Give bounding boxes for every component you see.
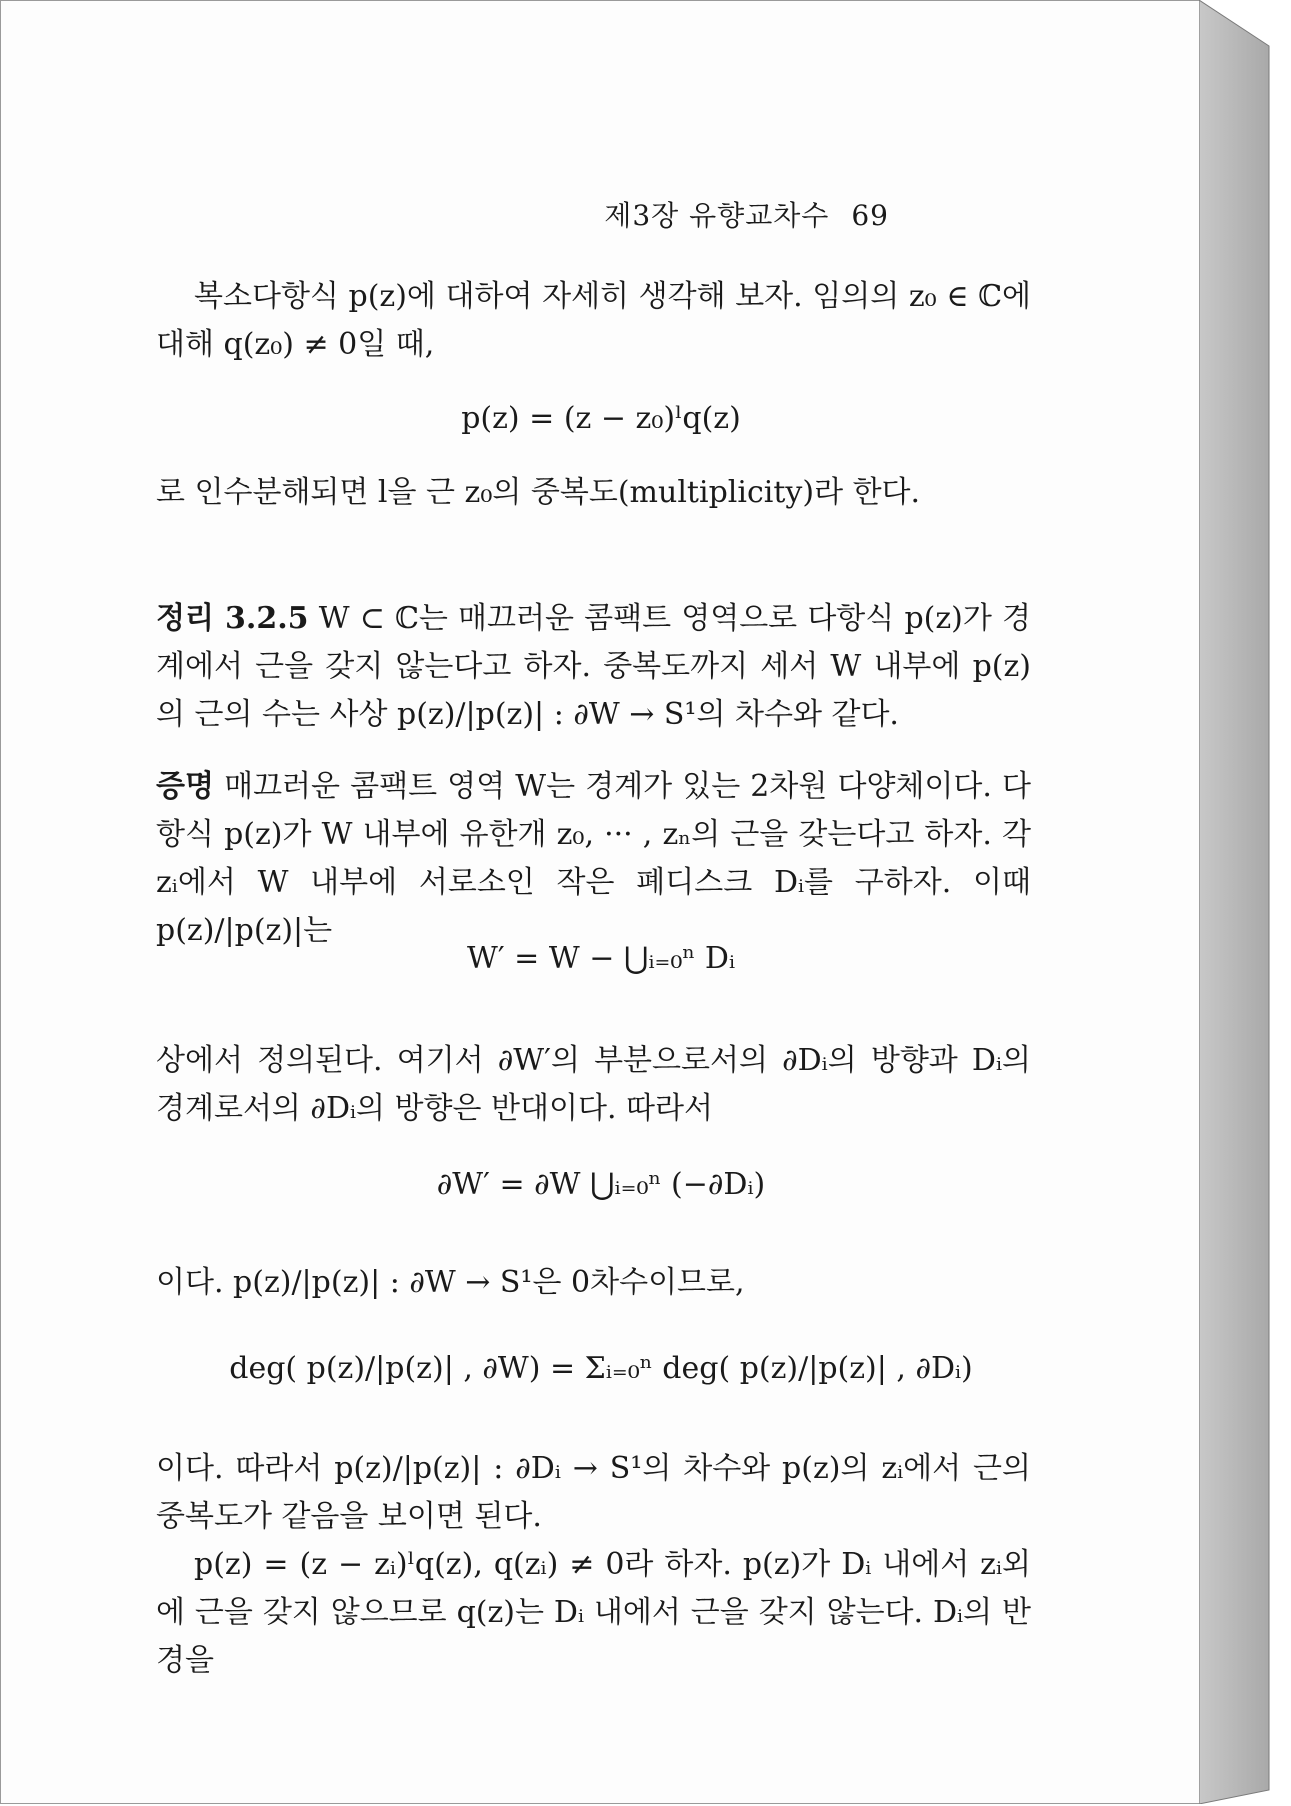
equation-degree-sum: deg( p(z)/|p(z)| , ∂W) = Σᵢ₌₀ⁿ deg( p(z)/|p(z)| , ∂Dᵢ) — [229, 1351, 973, 1386]
equation-factorization: p(z) = (z − z₀)ˡq(z) — [461, 401, 741, 436]
proof-text-3: 이다. p(z)/|p(z)| : ∂W → S¹은 0차수이므로, — [156, 1265, 745, 1300]
proof-text-4: 이다. 따라서 p(z)/|p(z)| : ∂Dᵢ → S¹의 차수와 p(z)의 zᵢ에서 근의 중복도가 같음을 보이면 된다. — [156, 1451, 1031, 1534]
chapter-title: 제3장 유향교차수 — [604, 199, 830, 232]
intro-paragraph-1 — [156, 273, 1031, 369]
proof-block-3 — [156, 1259, 1031, 1307]
proof-text-2: 상에서 정의된다. 여기서 ∂W′의 부분으로서의 ∂Dᵢ의 방향과 Dᵢ의 경계로서의 ∂Dᵢ의 방향은 반대이다. 따라서 — [156, 1043, 1031, 1126]
proof-text-1: 매끄러운 콤팩트 영역 W는 경계가 있는 2차원 다양체이다. 다항식 p(z)가 W 내부에 유한개 z₀, ··· , zₙ의 근을 갖는다고 하자. 각 zᵢ에서 W 내부에 서로소인 작은 폐디스크 Dᵢ를 구하자. 이때 p(z)/|p(z)|는 — [156, 769, 1031, 948]
equation-w-prime: W′ = W − ⋃ᵢ₌₀ⁿ Dᵢ — [466, 941, 735, 976]
equation-boundary: ∂W′ = ∂W ⋃ᵢ₌₀ⁿ (−∂Dᵢ) — [436, 1167, 766, 1202]
intro-text-1: 복소다항식 p(z)에 대하여 자세히 생각해 보자. 임의의 z₀ ∈ ℂ에 대해 q(z₀) ≠ 0일 때, — [156, 279, 1031, 362]
intro-paragraph-2 — [156, 469, 1031, 517]
proof-text-5: p(z) = (z − zᵢ)ˡq(z), q(zᵢ) ≠ 0라 하자. p(z)가 Dᵢ 내에서 zᵢ외에 근을 갖지 않으므로 q(z)는 Dᵢ 내에서 근을 갖지 않는다. Dᵢ의 반경을 — [156, 1547, 1031, 1678]
proof-block-1 — [156, 763, 1031, 955]
page-number: 69 — [851, 199, 889, 232]
proof-label: 증명 — [156, 769, 214, 804]
book-spine — [1199, 0, 1275, 1804]
running-header — [604, 194, 889, 234]
proof-block-4 — [156, 1445, 1031, 1685]
proof-block-2 — [156, 1037, 1031, 1133]
theorem-text: W ⊂ ℂ는 매끄러운 콤팩트 영역으로 다항식 p(z)가 경계에서 근을 갖지 않는다고 하자. 중복도까지 세서 W 내부에 p(z)의 근의 수는 사상 p(z)/|p(z)| : ∂W → S¹의 차수와 같다. — [156, 601, 1031, 732]
theorem-label: 정리 3.2.5 — [156, 601, 309, 636]
theorem-block — [156, 595, 1031, 739]
intro-text-2: 로 인수분해되면 l을 근 z₀의 중복도(multiplicity)라 한다. — [156, 475, 921, 510]
